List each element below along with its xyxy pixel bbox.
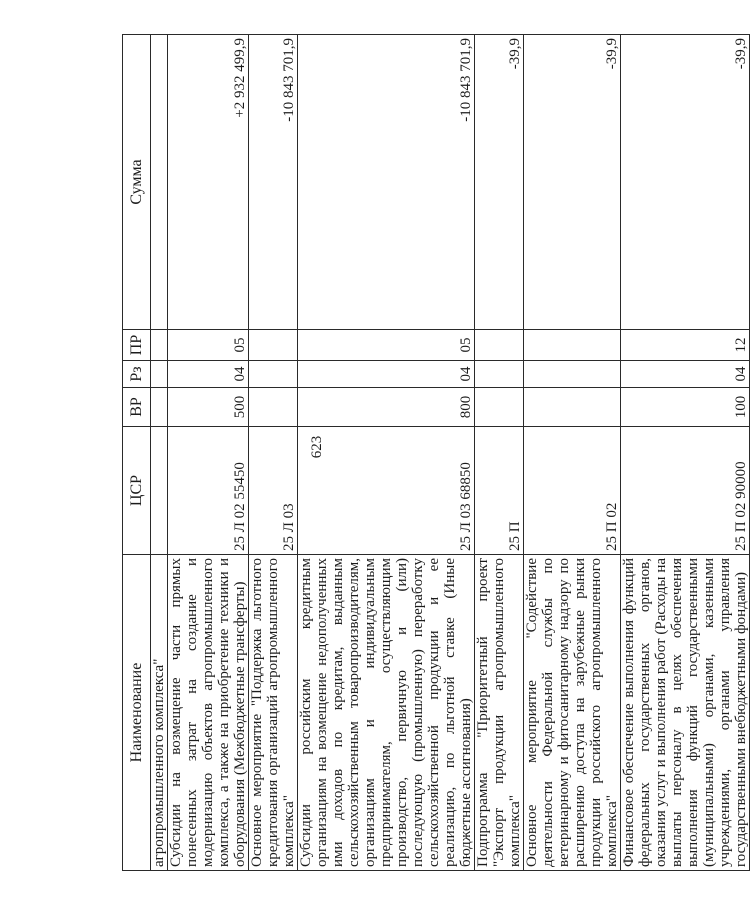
row-name: Основное мероприятие "Поддержка льготного кредитования организаций агропромышленного комплекса"	[249, 555, 298, 871]
row-vr	[249, 388, 298, 427]
budget-table	[122, 34, 750, 871]
row-vr: 500	[168, 388, 249, 427]
row-pr	[524, 330, 621, 361]
table-header-row	[123, 35, 151, 871]
column-header-pr: ПР	[123, 330, 151, 361]
row-vr	[151, 388, 168, 427]
row-sum: -10 843 701,9	[298, 35, 475, 330]
column-header-vr: ВР	[123, 388, 151, 427]
table-row	[621, 35, 750, 871]
row-name: Основное мероприятие "Содействие деятельности Федеральной службы по ветеринарному и фитосанитарному надзору по расширению доступа на зарубежные рынки продукции российского агропромышленного комплекса"	[524, 555, 621, 871]
row-rz	[249, 361, 298, 388]
row-rz: 04	[298, 361, 475, 388]
table-row	[298, 35, 475, 871]
table-row	[151, 35, 168, 871]
row-csr: 25 П 02	[524, 427, 621, 555]
row-csr: 25 Л 03	[249, 427, 298, 555]
row-pr: 05	[298, 330, 475, 361]
row-rz: 04	[621, 361, 750, 388]
column-header-sum: Сумма	[123, 35, 151, 330]
row-csr	[151, 427, 168, 555]
table-row	[524, 35, 621, 871]
column-header-name: Наименование	[123, 555, 151, 871]
row-name: Субсидии на возмещение части прямых понесенных затрат на создание и модернизацию объектов агропромышленного комплекса, а также на приобретение техники и оборудования (Межбюджетные трансферты)	[168, 555, 249, 871]
row-name: Субсидии российским кредитным организациям на возмещение недополученных ими доходов по кредитам, выданным сельскохозяйственным товаропроизводителям, организациям и индивидуальным предпринимателям, осуществляющим производство, первичную и (или) последующую (промышленную) переработку сельскохозяйственной продукции и ее реализацию, по льготной ставке (Иные бюджетные ассигнования)	[298, 555, 475, 871]
row-sum: -10 843 701,9	[249, 35, 298, 330]
row-sum: -39,9	[475, 35, 524, 330]
row-rz: 04	[168, 361, 249, 388]
row-vr	[475, 388, 524, 427]
row-rz	[475, 361, 524, 388]
column-header-csr: ЦСР	[123, 427, 151, 555]
row-csr: 25 Л 03 68850	[298, 427, 475, 555]
table-row	[168, 35, 249, 871]
row-sum: -39,9	[621, 35, 750, 330]
table-row	[475, 35, 524, 871]
row-pr	[151, 330, 168, 361]
row-csr: 25 Л 02 55450	[168, 427, 249, 555]
row-pr: 05	[168, 330, 249, 361]
row-name: агропромышленного комплекса"	[151, 555, 168, 871]
row-rz	[524, 361, 621, 388]
table-row	[249, 35, 298, 871]
row-csr: 25 П 02 90000	[621, 427, 750, 555]
row-pr	[249, 330, 298, 361]
row-vr: 100	[621, 388, 750, 427]
row-pr	[475, 330, 524, 361]
row-csr: 25 П	[475, 427, 524, 555]
row-sum: +2 932 499,9	[168, 35, 249, 330]
page-number: 623	[309, 435, 325, 459]
budget-table-sheet	[122, 35, 749, 871]
row-vr: 800	[298, 388, 475, 427]
row-name: Подпрограмма "Приоритетный проект "Экспорт продукции агропромышленного комплекса"	[475, 555, 524, 871]
column-header-rz: Рз	[123, 361, 151, 388]
row-sum: -39,9	[524, 35, 621, 330]
row-rz	[151, 361, 168, 388]
row-name: Финансовое обеспечение выполнения функций федеральных государственных органов, оказания услуг и выполнения работ (Расходы на выплаты персоналу в целях обеспечения выполнения функций государственными (муниципальными) органами, казенными учреждениями, органами управления государственными внебюджетными фондами)	[621, 555, 750, 871]
row-sum	[151, 35, 168, 330]
row-vr	[524, 388, 621, 427]
row-pr: 12	[621, 330, 750, 361]
